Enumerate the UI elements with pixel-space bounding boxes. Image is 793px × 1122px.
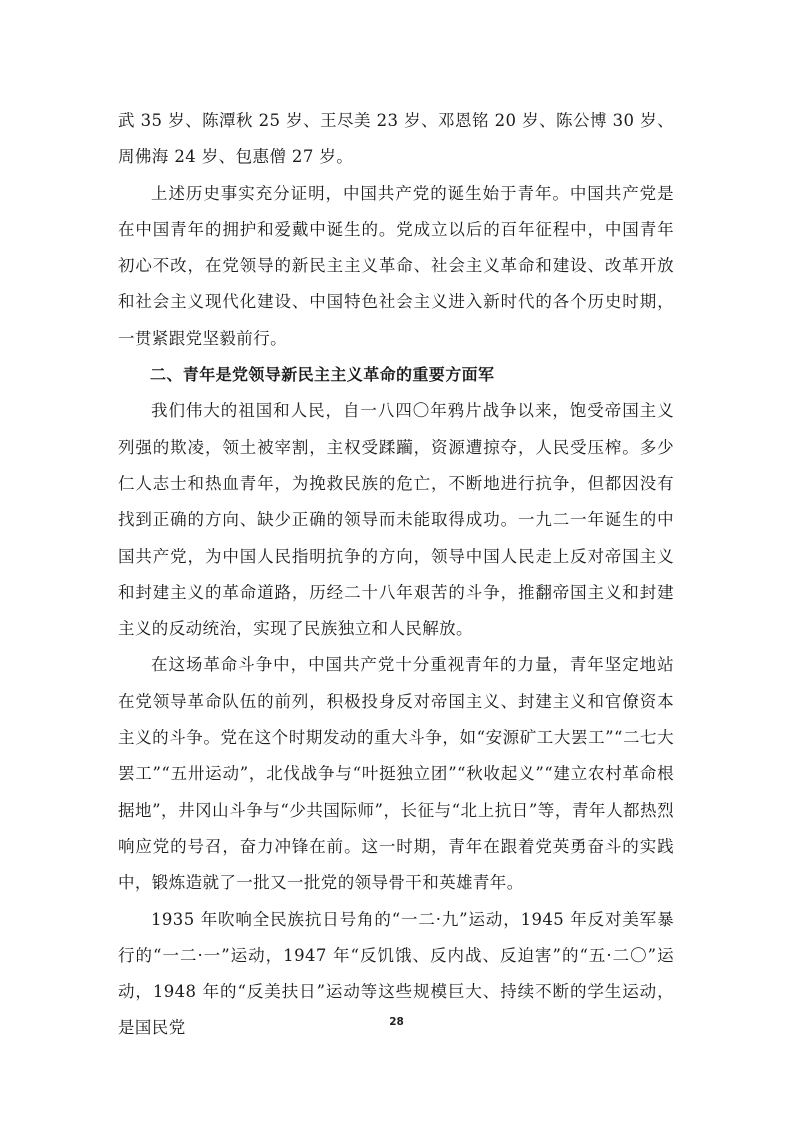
paragraph-national-struggle: 我们伟大的祖国和人民，自一八四〇年鸦片战争以来，饱受帝国主义列强的欺凌，领土被宰割，主权受蹂躏，资源遭掠夺，人民受压榨。多少仁人志士和热血青年，为挽救民族的危亡，不断地进行抗争，但都因没有找到正确的方向、缺少正确的领导而未能取得成功。一九二一年诞生的中国共产党，为中国人民指明抗争的方向，领导中国人民走上反对帝国主义和封建主义的革命道路，历经二十八年艰苦的斗争，推翻帝国主义和封建主义的反动统治，实现了民族独立和人民解放。 xyxy=(118,401,674,639)
section-heading: 二、青年是党领导新民主主义革命的重要方面军 xyxy=(150,365,495,385)
page-number: 28 xyxy=(389,1016,404,1028)
document-body xyxy=(118,103,674,1047)
paragraph-founders-ages: 武 35 岁、陈潭秋 25 岁、王尽美 23 岁、邓恩铭 20 岁、陈公博 30 岁、周佛海 24 岁、包惠僧 27 岁。 xyxy=(118,111,674,167)
paragraph-born-of-youth: 上述历史事实充分证明，中国共产党的诞生始于青年。中国共产党是在中国青年的拥护和爱戴中诞生的。党成立以后的百年征程中，中国青年初心不改，在党领导的新民主主义革命、社会主义革命和建设、改革开放和社会主义现代化建设、中国特色社会主义进入新时代的各个历史时期，一贯紧跟党坚毅前行。 xyxy=(118,183,674,348)
paragraph-youth-in-revolution: 在这场革命斗争中，中国共产党十分重视青年的力量，青年坚定地站在党领导革命队伍的前列，积极投身反对帝国主义、封建主义和官僚资本主义的斗争。党在这个时期发动的重大斗争，如“安源矿工大罢工”“二七大罢工”“五卅运动”，北伐战争与“叶挺独立团”“秋收起义”“建立农村革命根据地”，井冈山斗争与“少共国际师”，长征与“北上抗日”等，青年人都热烈响应党的号召，奋力冲锋在前。这一时期，青年在跟着党英勇奋斗的实践中，锻炼造就了一批又一批党的领导骨干和英雄青年。 xyxy=(118,655,674,893)
paragraph-student-movements: 1935 年吹响全民族抗日号角的“一二·九”运动，1945 年反对美军暴行的“一二·一”运动，1947 年“反饥饿、反内战、反迫害”的“五·二〇”运动，1948 年的“反美扶日”运动等这些规模巨大、持续不断的学生运动，是国民党 xyxy=(118,909,674,1038)
